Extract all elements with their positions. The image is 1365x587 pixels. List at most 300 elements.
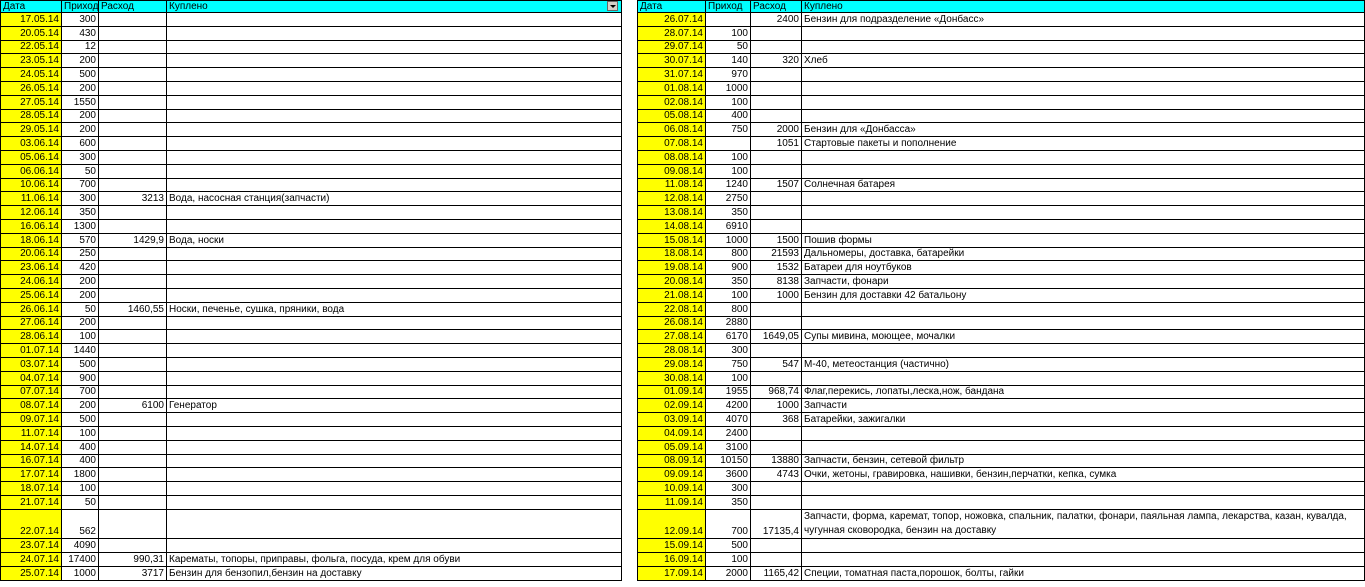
expense-cell[interactable] bbox=[751, 482, 802, 496]
income-cell[interactable]: 800 bbox=[706, 302, 751, 316]
date-cell[interactable]: 29.08.14 bbox=[638, 357, 706, 371]
expense-cell[interactable] bbox=[99, 288, 167, 302]
income-cell[interactable] bbox=[706, 13, 751, 27]
expense-cell[interactable] bbox=[751, 553, 802, 567]
expense-cell[interactable]: 990,31 bbox=[99, 553, 167, 567]
expense-cell[interactable]: 368 bbox=[751, 413, 802, 427]
purchased-cell[interactable] bbox=[167, 137, 622, 151]
header-income[interactable]: Приход bbox=[62, 1, 99, 13]
expense-cell[interactable]: 4743 bbox=[751, 468, 802, 482]
purchased-cell[interactable]: М-40, метеостанция (частично) bbox=[802, 357, 1365, 371]
expense-cell[interactable] bbox=[99, 316, 167, 330]
purchased-cell[interactable] bbox=[167, 288, 622, 302]
date-cell[interactable]: 23.06.14 bbox=[1, 261, 62, 275]
purchased-cell[interactable] bbox=[167, 123, 622, 137]
date-cell[interactable]: 26.05.14 bbox=[1, 81, 62, 95]
purchased-cell[interactable] bbox=[167, 178, 622, 192]
purchased-cell[interactable]: Батареи для ноутбуков bbox=[802, 261, 1365, 275]
purchased-cell[interactable]: Бензин для бензопил,бензин на доставку bbox=[167, 567, 622, 581]
income-cell[interactable]: 2880 bbox=[706, 316, 751, 330]
income-cell[interactable]: 1440 bbox=[62, 344, 99, 358]
date-cell[interactable]: 19.08.14 bbox=[638, 261, 706, 275]
date-cell[interactable]: 01.09.14 bbox=[638, 385, 706, 399]
income-cell[interactable]: 600 bbox=[62, 137, 99, 151]
date-cell[interactable]: 09.09.14 bbox=[638, 468, 706, 482]
expense-cell[interactable] bbox=[99, 164, 167, 178]
date-cell[interactable]: 01.07.14 bbox=[1, 344, 62, 358]
expense-cell[interactable] bbox=[99, 81, 167, 95]
purchased-cell[interactable] bbox=[167, 495, 622, 509]
date-cell[interactable]: 08.07.14 bbox=[1, 399, 62, 413]
expense-cell[interactable] bbox=[99, 95, 167, 109]
header-income[interactable]: Приход bbox=[706, 1, 751, 13]
income-cell[interactable]: 100 bbox=[706, 371, 751, 385]
purchased-cell[interactable] bbox=[802, 302, 1365, 316]
income-cell[interactable]: 12 bbox=[62, 40, 99, 54]
date-cell[interactable]: 06.08.14 bbox=[638, 123, 706, 137]
income-cell[interactable]: 2750 bbox=[706, 192, 751, 206]
header-date[interactable]: Дата bbox=[638, 1, 706, 13]
date-cell[interactable]: 26.07.14 bbox=[638, 13, 706, 27]
date-cell[interactable]: 16.06.14 bbox=[1, 219, 62, 233]
income-cell[interactable]: 400 bbox=[62, 440, 99, 454]
purchased-cell[interactable] bbox=[167, 371, 622, 385]
expense-cell[interactable] bbox=[99, 440, 167, 454]
income-cell[interactable]: 500 bbox=[62, 357, 99, 371]
date-cell[interactable]: 28.07.14 bbox=[638, 26, 706, 40]
expense-cell[interactable] bbox=[751, 539, 802, 553]
income-cell[interactable]: 300 bbox=[62, 13, 99, 27]
purchased-cell[interactable] bbox=[167, 316, 622, 330]
expense-cell[interactable] bbox=[751, 40, 802, 54]
purchased-cell[interactable] bbox=[167, 468, 622, 482]
expense-cell[interactable] bbox=[751, 68, 802, 82]
expense-cell[interactable] bbox=[99, 357, 167, 371]
date-cell[interactable]: 24.05.14 bbox=[1, 68, 62, 82]
expense-cell[interactable] bbox=[99, 206, 167, 220]
expense-cell[interactable]: 8138 bbox=[751, 275, 802, 289]
date-cell[interactable]: 17.09.14 bbox=[638, 567, 706, 581]
income-cell[interactable]: 350 bbox=[706, 206, 751, 220]
purchased-cell[interactable]: Бензин для подразделение «Донбасс» bbox=[802, 13, 1365, 27]
date-cell[interactable]: 26.08.14 bbox=[638, 316, 706, 330]
income-cell[interactable]: 570 bbox=[62, 233, 99, 247]
purchased-cell[interactable] bbox=[802, 219, 1365, 233]
income-cell[interactable]: 900 bbox=[706, 261, 751, 275]
date-cell[interactable]: 09.08.14 bbox=[638, 164, 706, 178]
expense-cell[interactable] bbox=[751, 344, 802, 358]
income-cell[interactable]: 1955 bbox=[706, 385, 751, 399]
date-cell[interactable]: 21.07.14 bbox=[1, 495, 62, 509]
income-cell[interactable]: 1000 bbox=[706, 233, 751, 247]
income-cell[interactable]: 50 bbox=[706, 40, 751, 54]
date-cell[interactable]: 04.09.14 bbox=[638, 426, 706, 440]
expense-cell[interactable]: 3213 bbox=[99, 192, 167, 206]
purchased-cell[interactable]: Пошив формы bbox=[802, 233, 1365, 247]
income-cell[interactable]: 250 bbox=[62, 247, 99, 261]
purchased-cell[interactable]: Генератор bbox=[167, 399, 622, 413]
purchased-cell[interactable] bbox=[802, 371, 1365, 385]
purchased-cell[interactable] bbox=[167, 81, 622, 95]
date-cell[interactable]: 28.08.14 bbox=[638, 344, 706, 358]
income-cell[interactable]: 100 bbox=[706, 288, 751, 302]
income-cell[interactable]: 100 bbox=[706, 164, 751, 178]
date-cell[interactable]: 17.07.14 bbox=[1, 468, 62, 482]
income-cell[interactable]: 400 bbox=[706, 109, 751, 123]
expense-cell[interactable] bbox=[99, 371, 167, 385]
date-cell[interactable]: 16.09.14 bbox=[638, 553, 706, 567]
expense-cell[interactable] bbox=[751, 109, 802, 123]
date-cell[interactable]: 14.08.14 bbox=[638, 219, 706, 233]
purchased-cell[interactable]: Стартовые пакеты и пополнение bbox=[802, 137, 1365, 151]
expense-cell[interactable] bbox=[99, 426, 167, 440]
expense-cell[interactable] bbox=[99, 509, 167, 539]
date-cell[interactable]: 27.05.14 bbox=[1, 95, 62, 109]
date-cell[interactable]: 12.06.14 bbox=[1, 206, 62, 220]
date-cell[interactable]: 11.09.14 bbox=[638, 495, 706, 509]
expense-cell[interactable] bbox=[751, 302, 802, 316]
income-cell[interactable]: 140 bbox=[706, 54, 751, 68]
date-cell[interactable]: 16.07.14 bbox=[1, 454, 62, 468]
date-cell[interactable]: 24.06.14 bbox=[1, 275, 62, 289]
date-cell[interactable]: 08.08.14 bbox=[638, 150, 706, 164]
income-cell[interactable] bbox=[706, 137, 751, 151]
income-cell[interactable]: 100 bbox=[62, 482, 99, 496]
expense-cell[interactable]: 1165,42 bbox=[751, 567, 802, 581]
purchased-cell[interactable] bbox=[167, 68, 622, 82]
date-cell[interactable]: 23.05.14 bbox=[1, 54, 62, 68]
expense-cell[interactable] bbox=[99, 219, 167, 233]
income-cell[interactable]: 200 bbox=[62, 275, 99, 289]
date-cell[interactable]: 11.06.14 bbox=[1, 192, 62, 206]
date-cell[interactable]: 13.08.14 bbox=[638, 206, 706, 220]
purchased-cell[interactable] bbox=[167, 26, 622, 40]
income-cell[interactable]: 6910 bbox=[706, 219, 751, 233]
expense-cell[interactable]: 17135,4 bbox=[751, 509, 802, 539]
income-cell[interactable]: 2400 bbox=[706, 426, 751, 440]
purchased-cell[interactable]: Солнечная батарея bbox=[802, 178, 1365, 192]
expense-cell[interactable]: 1000 bbox=[751, 399, 802, 413]
purchased-cell[interactable]: Бензин для доставки 42 батальону bbox=[802, 288, 1365, 302]
income-cell[interactable]: 3600 bbox=[706, 468, 751, 482]
expense-cell[interactable] bbox=[99, 40, 167, 54]
purchased-cell[interactable] bbox=[802, 440, 1365, 454]
purchased-cell[interactable]: Вода, носки bbox=[167, 233, 622, 247]
income-cell[interactable]: 500 bbox=[706, 539, 751, 553]
purchased-cell[interactable] bbox=[167, 219, 622, 233]
date-cell[interactable]: 02.09.14 bbox=[638, 399, 706, 413]
expense-cell[interactable]: 1500 bbox=[751, 233, 802, 247]
income-cell[interactable]: 10150 bbox=[706, 454, 751, 468]
expense-cell[interactable] bbox=[99, 539, 167, 553]
expense-cell[interactable]: 320 bbox=[751, 54, 802, 68]
date-cell[interactable]: 26.06.14 bbox=[1, 302, 62, 316]
expense-cell[interactable]: 1051 bbox=[751, 137, 802, 151]
expense-cell[interactable] bbox=[99, 330, 167, 344]
expense-cell[interactable] bbox=[99, 68, 167, 82]
expense-cell[interactable] bbox=[99, 454, 167, 468]
date-cell[interactable]: 11.07.14 bbox=[1, 426, 62, 440]
income-cell[interactable]: 430 bbox=[62, 26, 99, 40]
income-cell[interactable]: 17400 bbox=[62, 553, 99, 567]
date-cell[interactable]: 04.07.14 bbox=[1, 371, 62, 385]
expense-cell[interactable] bbox=[751, 440, 802, 454]
expense-cell[interactable]: 13880 bbox=[751, 454, 802, 468]
purchased-cell[interactable] bbox=[167, 413, 622, 427]
date-cell[interactable]: 01.08.14 bbox=[638, 81, 706, 95]
purchased-cell[interactable] bbox=[802, 68, 1365, 82]
income-cell[interactable]: 100 bbox=[706, 26, 751, 40]
purchased-cell[interactable]: Запчасти bbox=[802, 399, 1365, 413]
purchased-cell[interactable]: Специи, томатная паста,порошок, болты, гайки bbox=[802, 567, 1365, 581]
date-cell[interactable]: 30.08.14 bbox=[638, 371, 706, 385]
purchased-cell[interactable] bbox=[167, 109, 622, 123]
income-cell[interactable]: 300 bbox=[706, 482, 751, 496]
purchased-cell[interactable]: Запчасти, фонари bbox=[802, 275, 1365, 289]
purchased-cell[interactable] bbox=[167, 150, 622, 164]
expense-cell[interactable] bbox=[99, 468, 167, 482]
header-expense[interactable]: Расход bbox=[99, 1, 167, 13]
purchased-cell[interactable] bbox=[167, 95, 622, 109]
income-cell[interactable]: 200 bbox=[62, 109, 99, 123]
income-cell[interactable]: 1000 bbox=[62, 567, 99, 581]
expense-cell[interactable]: 1649,05 bbox=[751, 330, 802, 344]
expense-cell[interactable] bbox=[99, 275, 167, 289]
income-cell[interactable]: 50 bbox=[62, 495, 99, 509]
expense-cell[interactable] bbox=[751, 81, 802, 95]
income-cell[interactable]: 750 bbox=[706, 357, 751, 371]
date-cell[interactable]: 12.09.14 bbox=[638, 509, 706, 539]
expense-cell[interactable] bbox=[99, 26, 167, 40]
income-cell[interactable]: 1240 bbox=[706, 178, 751, 192]
purchased-cell[interactable]: Запчасти, форма, каремат, топор, ножовка, спальник, палатки, фонари, паяльная лампа, лекарства, казан, кувалда, чугунная сковородка, бензин на доставку bbox=[802, 509, 1365, 539]
income-cell[interactable]: 750 bbox=[706, 123, 751, 137]
date-cell[interactable]: 30.07.14 bbox=[638, 54, 706, 68]
income-cell[interactable]: 1800 bbox=[62, 468, 99, 482]
income-cell[interactable]: 200 bbox=[62, 54, 99, 68]
date-cell[interactable]: 15.09.14 bbox=[638, 539, 706, 553]
header-purchased[interactable]: Куплено bbox=[802, 1, 1365, 13]
purchased-cell[interactable] bbox=[802, 539, 1365, 553]
income-cell[interactable]: 562 bbox=[62, 509, 99, 539]
date-cell[interactable]: 24.07.14 bbox=[1, 553, 62, 567]
income-cell[interactable]: 300 bbox=[62, 150, 99, 164]
date-cell[interactable]: 28.05.14 bbox=[1, 109, 62, 123]
date-cell[interactable]: 25.07.14 bbox=[1, 567, 62, 581]
purchased-cell[interactable] bbox=[802, 426, 1365, 440]
income-cell[interactable]: 350 bbox=[62, 206, 99, 220]
purchased-cell[interactable] bbox=[802, 495, 1365, 509]
purchased-cell[interactable]: Батарейки, зажигалки bbox=[802, 413, 1365, 427]
purchased-cell[interactable] bbox=[802, 40, 1365, 54]
date-cell[interactable]: 14.07.14 bbox=[1, 440, 62, 454]
purchased-cell[interactable] bbox=[167, 330, 622, 344]
expense-cell[interactable] bbox=[751, 316, 802, 330]
date-cell[interactable]: 09.07.14 bbox=[1, 413, 62, 427]
income-cell[interactable]: 1000 bbox=[706, 81, 751, 95]
expense-cell[interactable]: 968,74 bbox=[751, 385, 802, 399]
date-cell[interactable]: 23.07.14 bbox=[1, 539, 62, 553]
date-cell[interactable]: 18.07.14 bbox=[1, 482, 62, 496]
purchased-cell[interactable] bbox=[167, 426, 622, 440]
income-cell[interactable]: 1550 bbox=[62, 95, 99, 109]
purchased-cell[interactable] bbox=[802, 553, 1365, 567]
purchased-cell[interactable] bbox=[802, 95, 1365, 109]
expense-cell[interactable] bbox=[751, 164, 802, 178]
date-cell[interactable]: 29.07.14 bbox=[638, 40, 706, 54]
expense-cell[interactable]: 6100 bbox=[99, 399, 167, 413]
purchased-cell[interactable]: Запчасти, бензин, сетевой фильтр bbox=[802, 454, 1365, 468]
income-cell[interactable]: 200 bbox=[62, 123, 99, 137]
date-cell[interactable]: 25.06.14 bbox=[1, 288, 62, 302]
purchased-cell[interactable] bbox=[167, 482, 622, 496]
income-cell[interactable]: 500 bbox=[62, 68, 99, 82]
income-cell[interactable]: 100 bbox=[62, 330, 99, 344]
income-cell[interactable]: 700 bbox=[62, 385, 99, 399]
date-cell[interactable]: 06.06.14 bbox=[1, 164, 62, 178]
expense-cell[interactable] bbox=[99, 247, 167, 261]
date-cell[interactable]: 22.07.14 bbox=[1, 509, 62, 539]
purchased-cell[interactable] bbox=[802, 164, 1365, 178]
purchased-cell[interactable] bbox=[167, 454, 622, 468]
expense-cell[interactable]: 1532 bbox=[751, 261, 802, 275]
purchased-cell[interactable] bbox=[167, 247, 622, 261]
income-cell[interactable]: 100 bbox=[706, 95, 751, 109]
purchased-cell[interactable] bbox=[167, 385, 622, 399]
income-cell[interactable]: 900 bbox=[62, 371, 99, 385]
date-cell[interactable]: 03.09.14 bbox=[638, 413, 706, 427]
purchased-cell[interactable] bbox=[802, 150, 1365, 164]
income-cell[interactable]: 400 bbox=[62, 454, 99, 468]
purchased-cell[interactable] bbox=[167, 357, 622, 371]
purchased-cell[interactable]: Супы мивина, моющее, мочалки bbox=[802, 330, 1365, 344]
purchased-cell[interactable] bbox=[167, 54, 622, 68]
date-cell[interactable]: 10.06.14 bbox=[1, 178, 62, 192]
purchased-cell[interactable] bbox=[167, 206, 622, 220]
income-cell[interactable]: 200 bbox=[62, 288, 99, 302]
income-cell[interactable]: 500 bbox=[62, 413, 99, 427]
income-cell[interactable]: 50 bbox=[62, 164, 99, 178]
income-cell[interactable]: 100 bbox=[706, 553, 751, 567]
date-cell[interactable]: 11.08.14 bbox=[638, 178, 706, 192]
purchased-cell[interactable]: Бензин для «Донбасса» bbox=[802, 123, 1365, 137]
purchased-cell[interactable] bbox=[802, 316, 1365, 330]
expense-cell[interactable] bbox=[99, 109, 167, 123]
date-cell[interactable]: 31.07.14 bbox=[638, 68, 706, 82]
income-cell[interactable]: 4090 bbox=[62, 539, 99, 553]
expense-cell[interactable] bbox=[99, 150, 167, 164]
date-cell[interactable]: 07.07.14 bbox=[1, 385, 62, 399]
income-cell[interactable]: 350 bbox=[706, 495, 751, 509]
date-cell[interactable]: 07.08.14 bbox=[638, 137, 706, 151]
expense-cell[interactable] bbox=[751, 219, 802, 233]
income-cell[interactable]: 300 bbox=[62, 192, 99, 206]
purchased-cell[interactable] bbox=[802, 482, 1365, 496]
date-cell[interactable]: 05.09.14 bbox=[638, 440, 706, 454]
expense-cell[interactable] bbox=[751, 95, 802, 109]
expense-cell[interactable] bbox=[99, 344, 167, 358]
purchased-cell[interactable] bbox=[802, 109, 1365, 123]
date-cell[interactable]: 03.06.14 bbox=[1, 137, 62, 151]
purchased-cell[interactable] bbox=[802, 81, 1365, 95]
purchased-cell[interactable]: Флаг,перекись, лопаты,леска,нож, бандана bbox=[802, 385, 1365, 399]
date-cell[interactable]: 28.06.14 bbox=[1, 330, 62, 344]
date-cell[interactable]: 18.06.14 bbox=[1, 233, 62, 247]
purchased-cell[interactable] bbox=[167, 275, 622, 289]
expense-cell[interactable]: 1507 bbox=[751, 178, 802, 192]
income-cell[interactable]: 1300 bbox=[62, 219, 99, 233]
filter-dropdown-icon[interactable] bbox=[607, 1, 618, 11]
purchased-cell[interactable]: Хлеб bbox=[802, 54, 1365, 68]
purchased-cell[interactable] bbox=[167, 164, 622, 178]
date-cell[interactable]: 10.09.14 bbox=[638, 482, 706, 496]
date-cell[interactable]: 20.06.14 bbox=[1, 247, 62, 261]
header-expense[interactable]: Расход bbox=[751, 1, 802, 13]
income-cell[interactable]: 350 bbox=[706, 275, 751, 289]
income-cell[interactable]: 3100 bbox=[706, 440, 751, 454]
date-cell[interactable]: 20.08.14 bbox=[638, 275, 706, 289]
purchased-cell[interactable]: Дальномеры, доставка, батарейки bbox=[802, 247, 1365, 261]
expense-cell[interactable]: 3717 bbox=[99, 567, 167, 581]
purchased-cell[interactable] bbox=[167, 509, 622, 539]
expense-cell[interactable] bbox=[751, 371, 802, 385]
date-cell[interactable]: 05.06.14 bbox=[1, 150, 62, 164]
expense-cell[interactable] bbox=[99, 137, 167, 151]
income-cell[interactable]: 970 bbox=[706, 68, 751, 82]
purchased-cell[interactable] bbox=[167, 344, 622, 358]
date-cell[interactable]: 22.08.14 bbox=[638, 302, 706, 316]
expense-cell[interactable] bbox=[751, 426, 802, 440]
header-date[interactable]: Дата bbox=[1, 1, 62, 13]
purchased-cell[interactable] bbox=[167, 40, 622, 54]
expense-cell[interactable] bbox=[751, 192, 802, 206]
date-cell[interactable]: 27.08.14 bbox=[638, 330, 706, 344]
income-cell[interactable]: 200 bbox=[62, 399, 99, 413]
expense-cell[interactable] bbox=[99, 413, 167, 427]
income-cell[interactable]: 4070 bbox=[706, 413, 751, 427]
expense-cell[interactable] bbox=[751, 206, 802, 220]
date-cell[interactable]: 21.08.14 bbox=[638, 288, 706, 302]
date-cell[interactable]: 29.05.14 bbox=[1, 123, 62, 137]
date-cell[interactable]: 22.05.14 bbox=[1, 40, 62, 54]
date-cell[interactable]: 08.09.14 bbox=[638, 454, 706, 468]
expense-cell[interactable] bbox=[99, 261, 167, 275]
date-cell[interactable]: 17.05.14 bbox=[1, 13, 62, 27]
purchased-cell[interactable] bbox=[167, 539, 622, 553]
expense-cell[interactable] bbox=[99, 54, 167, 68]
income-cell[interactable]: 200 bbox=[62, 81, 99, 95]
income-cell[interactable]: 800 bbox=[706, 247, 751, 261]
date-cell[interactable]: 03.07.14 bbox=[1, 357, 62, 371]
income-cell[interactable]: 6170 bbox=[706, 330, 751, 344]
purchased-cell[interactable]: Носки, печенье, сушка, пряники, вода bbox=[167, 302, 622, 316]
expense-cell[interactable] bbox=[751, 495, 802, 509]
income-cell[interactable]: 4200 bbox=[706, 399, 751, 413]
purchased-cell[interactable] bbox=[167, 261, 622, 275]
income-cell[interactable]: 100 bbox=[62, 426, 99, 440]
expense-cell[interactable] bbox=[751, 26, 802, 40]
purchased-cell[interactable]: Карематы, топоры, приправы, фольга, посуда, крем для обуви bbox=[167, 553, 622, 567]
expense-cell[interactable] bbox=[99, 178, 167, 192]
purchased-cell[interactable]: Вода, насосная станция(запчасти) bbox=[167, 192, 622, 206]
expense-cell[interactable]: 1429,9 bbox=[99, 233, 167, 247]
income-cell[interactable]: 420 bbox=[62, 261, 99, 275]
purchased-cell[interactable] bbox=[802, 26, 1365, 40]
income-cell[interactable]: 300 bbox=[706, 344, 751, 358]
purchased-cell[interactable] bbox=[802, 344, 1365, 358]
expense-cell[interactable] bbox=[99, 123, 167, 137]
expense-cell[interactable] bbox=[99, 482, 167, 496]
